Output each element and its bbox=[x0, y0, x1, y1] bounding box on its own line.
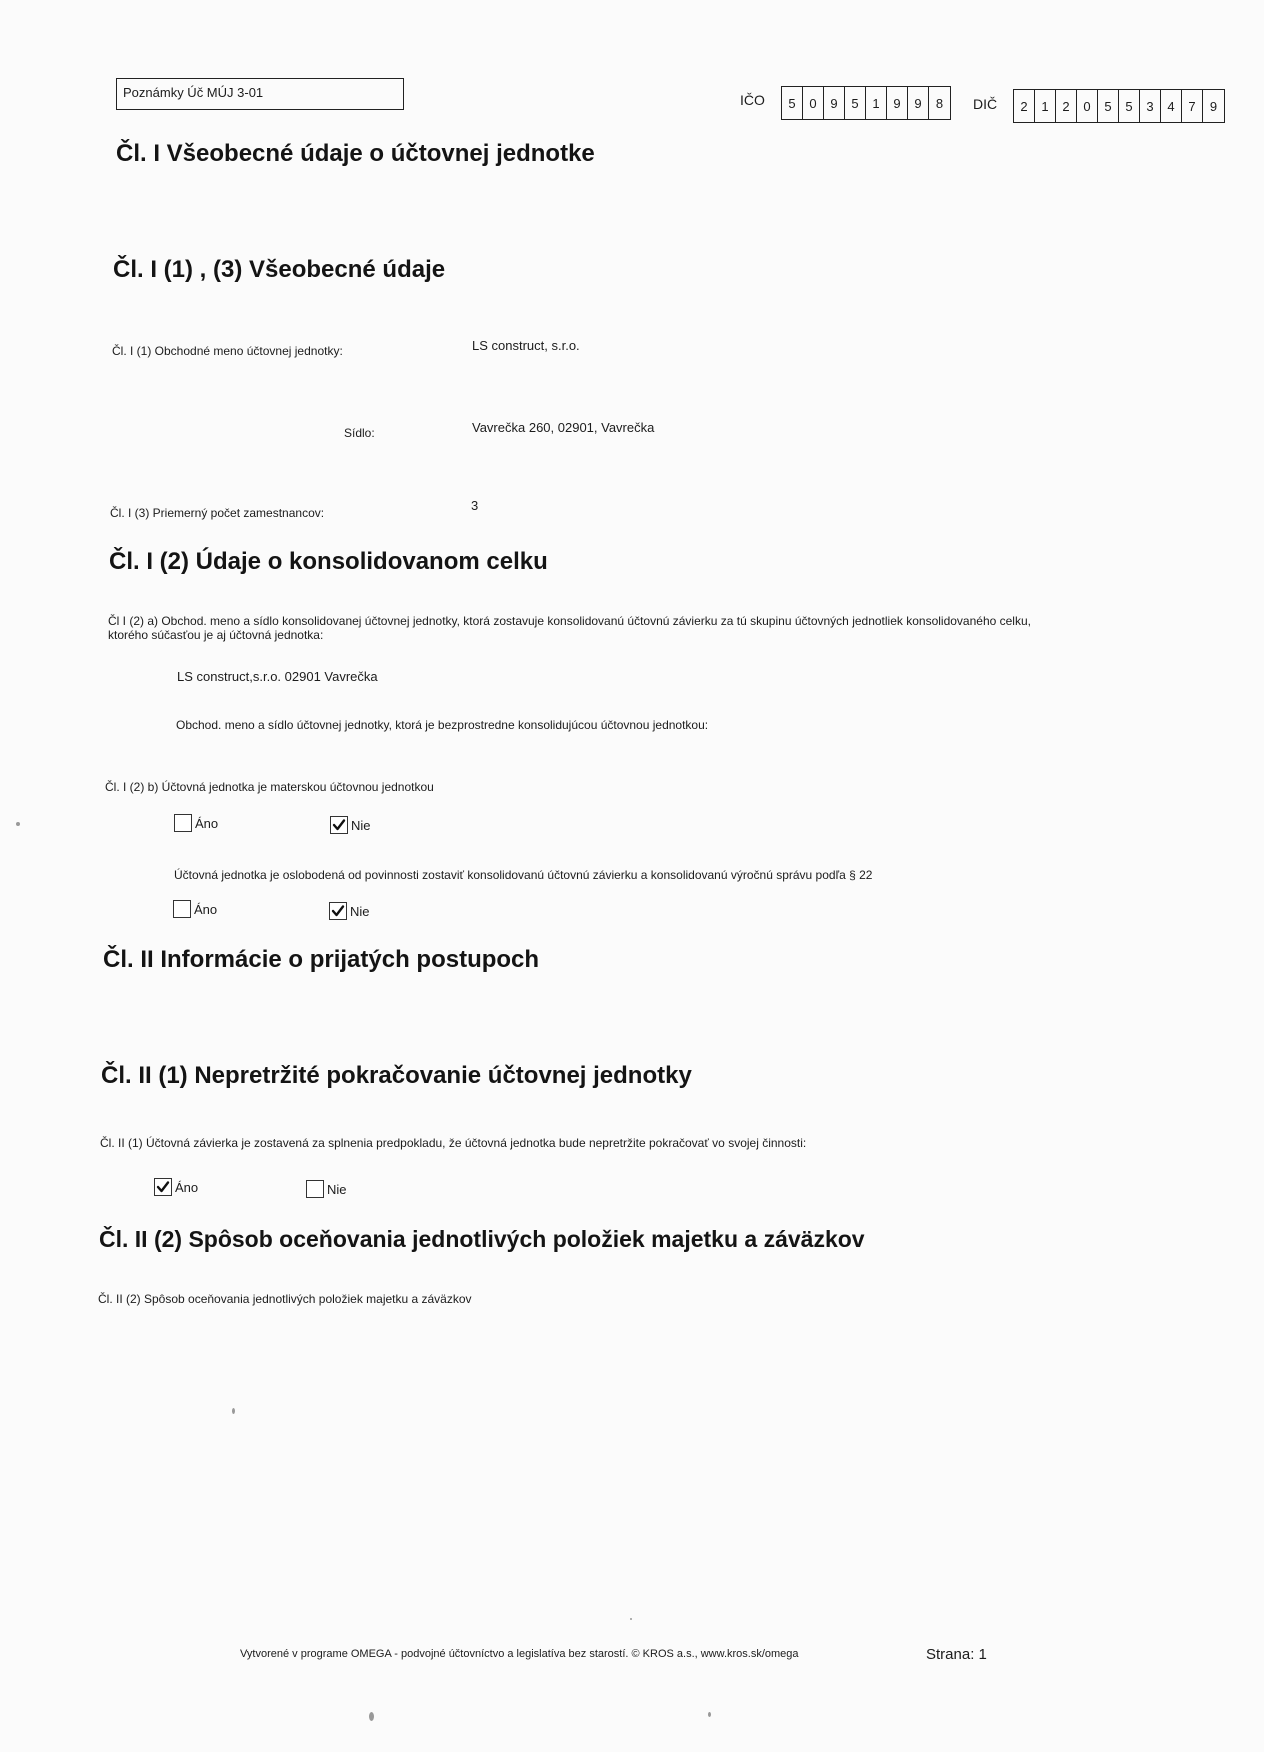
valuation-label: Čl. II (2) Spôsob oceňovania jednotlivých položiek majetku a záväzkov bbox=[98, 1292, 472, 1306]
dic-digit: 2 bbox=[1056, 90, 1077, 122]
ico-digit: 9 bbox=[824, 87, 845, 119]
dic-digit: 1 bbox=[1035, 90, 1056, 122]
company-name-label: Čl. I (1) Obchodné meno účtovnej jednotky: bbox=[112, 344, 343, 358]
form-code-box bbox=[116, 78, 404, 110]
dic-digit: 5 bbox=[1098, 90, 1119, 122]
exempt-yes-label: Áno bbox=[194, 901, 218, 917]
consolidation-value: LS construct,s.r.o. 02901 Vavrečka bbox=[177, 669, 378, 684]
continuity-no-option[interactable] bbox=[306, 1180, 347, 1198]
dic-digit: 9 bbox=[1209, 98, 1218, 114]
dic-digit: 4 bbox=[1161, 90, 1182, 122]
dic-digit: 7 bbox=[1182, 90, 1203, 122]
checkmark-icon bbox=[331, 904, 345, 918]
seat-label: Sídlo: bbox=[344, 426, 375, 440]
exempt-no-label: Nie bbox=[350, 903, 370, 919]
ico-digit: 9 bbox=[887, 87, 908, 119]
ico-digit: 1 bbox=[866, 87, 887, 119]
page-number: Strana: 1 bbox=[926, 1646, 987, 1663]
parent-no-checkbox[interactable] bbox=[330, 816, 348, 834]
scan-speck bbox=[232, 1408, 235, 1414]
dic-digit: 0 bbox=[1077, 90, 1098, 122]
ico-digit: 5 bbox=[782, 87, 803, 119]
scan-speck bbox=[16, 822, 20, 826]
section-3-title: Čl. II Informácie o prijatých postupoch bbox=[103, 946, 540, 973]
parent-no-label: Nie bbox=[351, 817, 371, 833]
consolidation-description bbox=[108, 614, 1198, 642]
exempt-yes-checkbox[interactable] bbox=[173, 900, 191, 918]
form-code-label: Poznámky Úč MÚJ 3-01 bbox=[123, 85, 264, 100]
continuity-no-label: Nie bbox=[327, 1181, 347, 1197]
employees-value: 3 bbox=[471, 498, 479, 513]
scan-speck bbox=[369, 1712, 374, 1721]
parent-entity-label: Čl. I (2) b) Účtovná jednotka je materskou účtovnou jednotkou bbox=[105, 780, 434, 794]
consolidation-description-line1: Čl I (2) a) Obchod. meno a sídlo konsolidovanej účtovnej jednotky, ktorá zostavuje konsolidovanú účtovnú závierku za tú skupinu účtovných jednotliek konsolidovaného celku, bbox=[108, 614, 1031, 628]
parent-yes-checkbox[interactable] bbox=[174, 814, 192, 832]
ico-digit: 9 bbox=[908, 87, 929, 119]
company-name-value: LS construct, s.r.o. bbox=[472, 338, 580, 353]
dic-digit: 5 bbox=[1119, 90, 1140, 122]
continuity-yes-label: Áno bbox=[175, 1179, 199, 1195]
exempt-no-option[interactable] bbox=[329, 902, 370, 920]
dic-label: DIČ bbox=[973, 96, 998, 112]
exempt-yes-option[interactable] bbox=[173, 900, 217, 918]
ico-label: IČO bbox=[740, 92, 765, 108]
parent-no-option[interactable] bbox=[330, 816, 371, 834]
seat-value: Vavrečka 260, 02901, Vavrečka bbox=[472, 420, 655, 435]
section-1-sub-title: Čl. I (1) , (3) Všeobecné údaje bbox=[113, 256, 446, 283]
dic-digit: 3 bbox=[1140, 90, 1161, 122]
ico-digit: 0 bbox=[803, 87, 824, 119]
continuity-yes-checkbox[interactable] bbox=[154, 1178, 172, 1196]
consolidation-description-line2: ktorého súčasťou je aj účtovná jednotka: bbox=[108, 628, 324, 642]
parent-yes-label: Áno bbox=[195, 815, 219, 831]
checkmark-icon bbox=[156, 1180, 170, 1194]
section-3-sub1-title: Čl. II (1) Nepretržité pokračovanie účtovnej jednotky bbox=[101, 1062, 692, 1089]
footer-credit: Vytvorené v programe OMEGA - podvojné účtovníctvo a legislatíva bez starostí. © KROS a.s., www.kros.sk/omega bbox=[240, 1648, 799, 1660]
section-3-sub2-title: Čl. II (2) Spôsob oceňovania jednotlivých položiek majetku a záväzkov bbox=[99, 1226, 865, 1252]
parent-yes-option[interactable] bbox=[174, 814, 218, 832]
section-1-title: Čl. I Všeobecné údaje o účtovnej jednotke bbox=[116, 140, 595, 167]
employees-label: Čl. I (3) Priemerný počet zamestnancov: bbox=[110, 506, 325, 520]
checkmark-icon bbox=[332, 818, 346, 832]
scan-speck bbox=[630, 1618, 632, 1620]
dic-digit-boxes bbox=[1013, 89, 1225, 123]
ico-digit: 8 bbox=[935, 95, 944, 111]
dic-digit: 2 bbox=[1014, 90, 1035, 122]
immediate-consolidator-label: Obchod. meno a sídlo účtovnej jednotky, ktorá je bezprostredne konsolidujúcou účtovnou jednotkou: bbox=[176, 718, 709, 732]
continuity-label: Čl. II (1) Účtovná závierka je zostavená za splnenia predpokladu, že účtovná jednotka bude nepretržite pokračovať vo svojej činnosti: bbox=[100, 1136, 807, 1150]
continuity-yes-option[interactable] bbox=[154, 1178, 198, 1196]
exemption-label: Účtovná jednotka je oslobodená od povinnosti zostaviť konsolidovanú účtovnú závierku a konsolidovanú výročnú správu podľa § 22 bbox=[174, 868, 873, 882]
section-2-title: Čl. I (2) Údaje o konsolidovanom celku bbox=[109, 548, 548, 575]
scan-speck bbox=[708, 1712, 711, 1717]
exempt-no-checkbox[interactable] bbox=[329, 902, 347, 920]
continuity-no-checkbox[interactable] bbox=[306, 1180, 324, 1198]
ico-digit: 5 bbox=[845, 87, 866, 119]
ico-digit-boxes bbox=[781, 86, 951, 120]
